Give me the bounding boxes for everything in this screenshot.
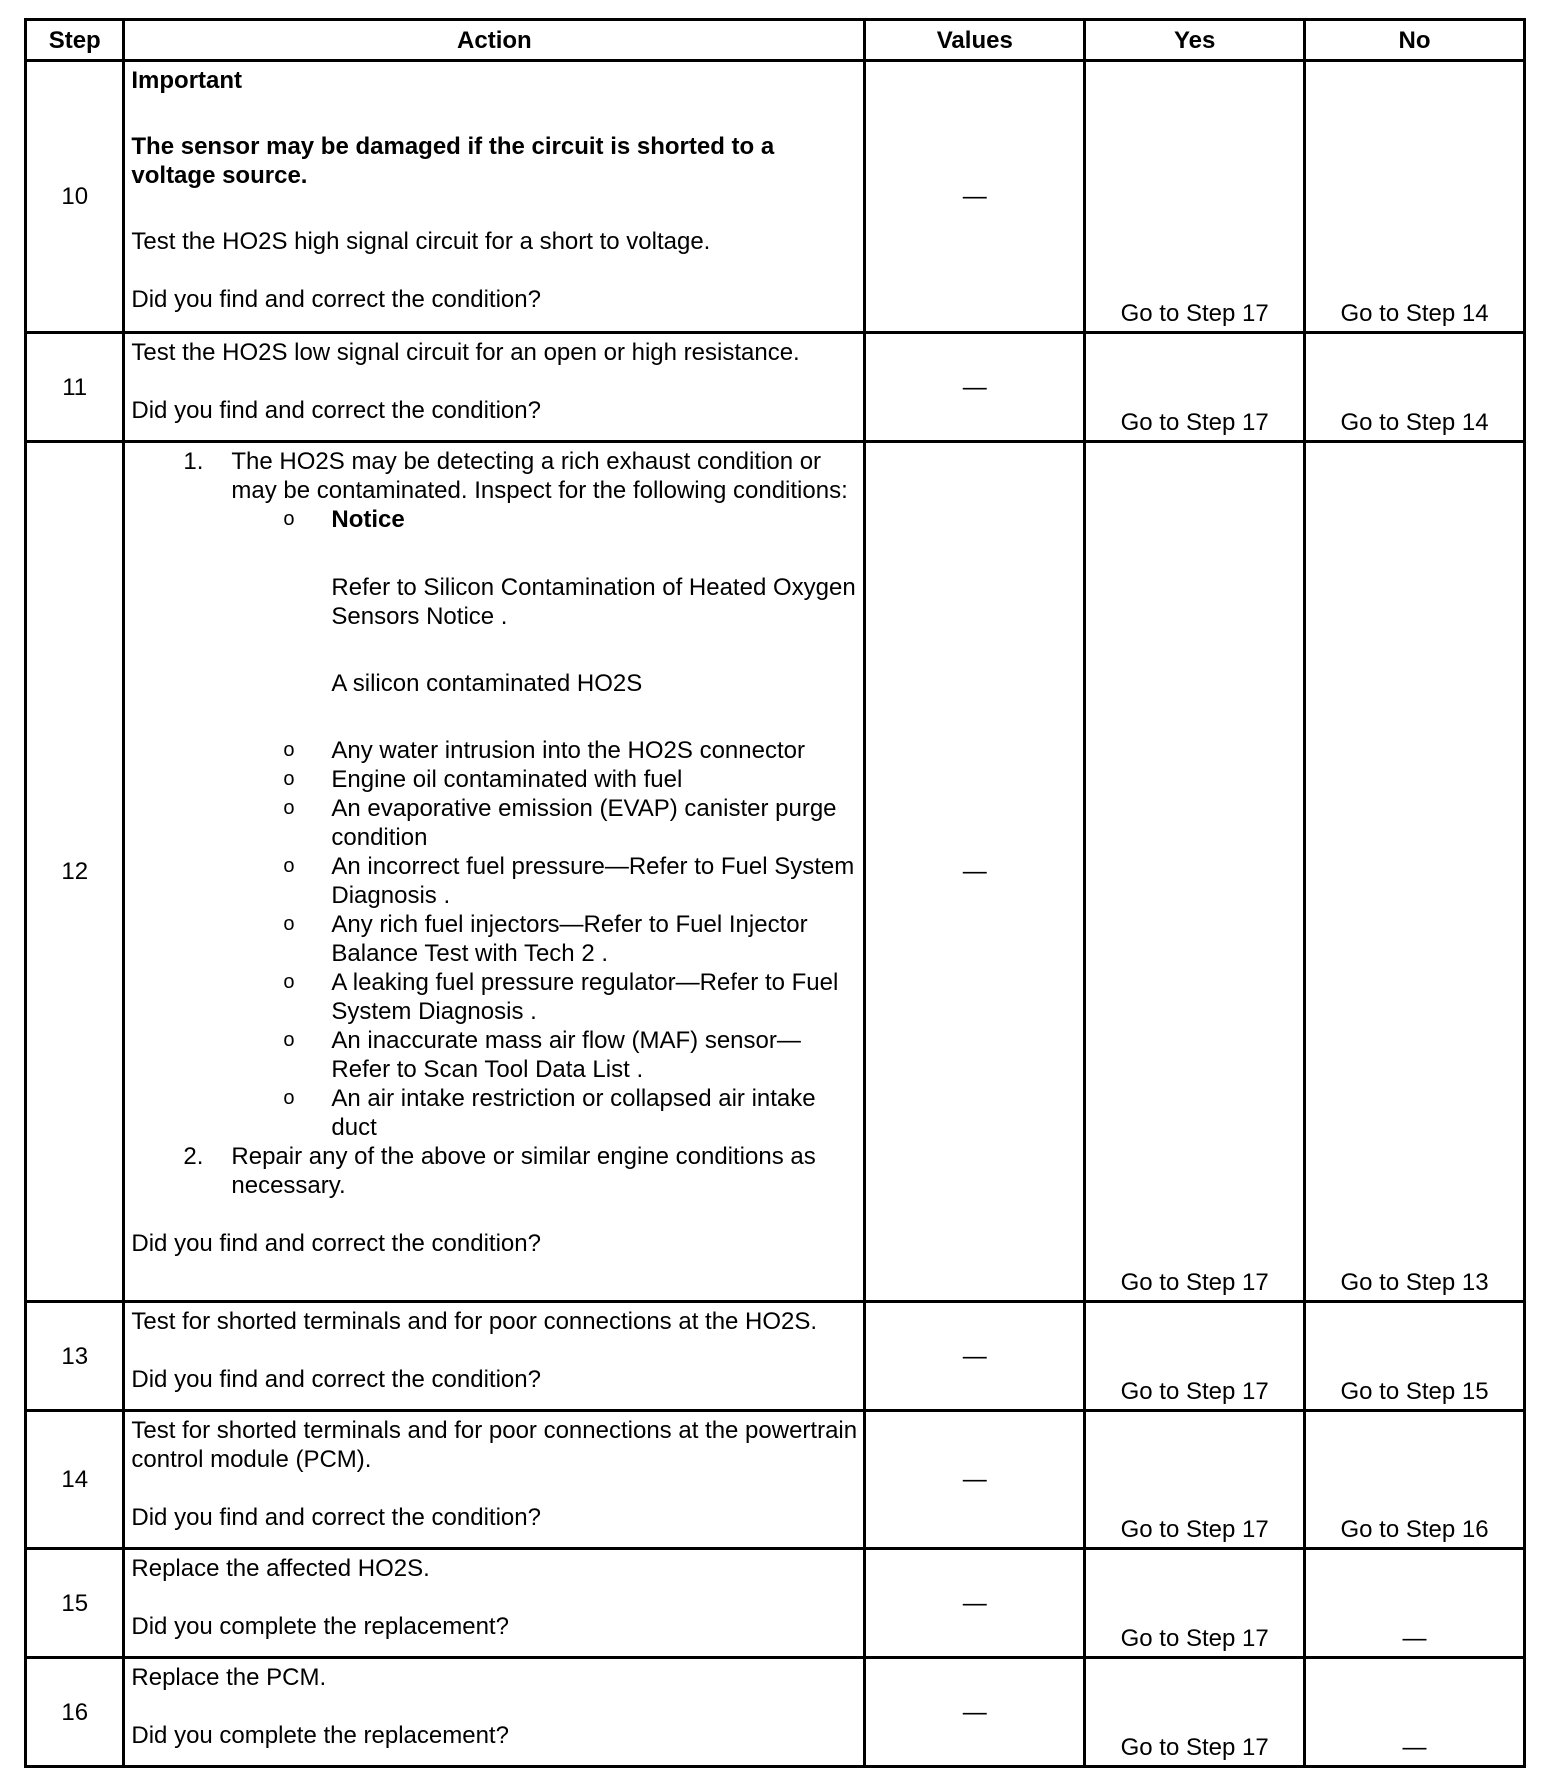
condition-text: An air intake restriction or collapsed air intake duct [331,1085,816,1141]
question-text: Did you complete the replacement? [131,1613,509,1640]
action-cell [124,1411,865,1549]
header-values: Values [865,20,1085,61]
instruction-text: Test the HO2S low signal circuit for an open or high resistance. [131,339,800,366]
table-row [26,333,1525,442]
question-text: Did you find and correct the condition? [131,1504,541,1531]
step-number: 14 [26,1411,124,1549]
values-cell: — [865,1658,1085,1767]
bullet-icon: o [283,768,295,790]
diagnostic-table [24,18,1526,1768]
step-number: 15 [26,1549,124,1658]
header-step: Step [26,20,124,61]
instruction-text: Test the HO2S high signal circuit for a short to voltage. [131,228,711,255]
condition-text: Engine oil contaminated with fuel [331,766,683,793]
condition-item [231,794,857,852]
step-number: 16 [26,1658,124,1767]
values-cell: — [865,1411,1085,1549]
condition-item [231,852,857,910]
condition-item [231,1026,857,1084]
yes-cell: Go to Step 17 [1085,1658,1305,1767]
step-number: 11 [26,333,124,442]
yes-cell: Go to Step 17 [1085,1411,1305,1549]
condition-item [231,736,857,765]
action-cell [124,333,865,442]
bullet-icon: o [283,508,295,530]
item-text: The HO2S may be detecting a rich exhaust condition or may be contaminated. Inspect for the following conditions: [231,448,848,504]
instruction-text: Test for shorted terminals and for poor connections at the HO2S. [131,1308,818,1335]
condition-text: An evaporative emission (EVAP) canister purge condition [331,795,837,851]
yes-cell: Go to Step 17 [1085,1302,1305,1411]
question-text: Did you find and correct the condition? [131,397,541,424]
instruction-text: Replace the affected HO2S. [131,1555,430,1582]
condition-item [231,765,857,794]
table-row [26,442,1525,1302]
table-row [26,1549,1525,1658]
header-no: No [1305,20,1525,61]
yes-cell: Go to Step 17 [1085,442,1305,1302]
condition-text: A leaking fuel pressure regulator—Refer to Fuel System Diagnosis . [331,969,839,1025]
question-text: Did you complete the replacement? [131,1722,509,1749]
action-cell [124,1658,865,1767]
bullet-icon: o [283,971,295,993]
warning-text: The sensor may be damaged if the circuit is shorted to a voltage source. [131,133,775,189]
values-cell: — [865,61,1085,333]
condition-text: An inaccurate mass air flow (MAF) sensor—Refer to Scan Tool Data List . [331,1027,801,1083]
bullet-icon: o [283,855,295,877]
table-row [26,61,1525,333]
values-cell: — [865,333,1085,442]
header-row [26,20,1525,61]
condition-text: Any rich fuel injectors—Refer to Fuel Injector Balance Test with Tech 2 . [331,911,808,967]
bullet-icon: o [283,739,295,761]
procedure-item [131,447,857,1142]
no-cell: — [1305,1658,1525,1767]
values-cell: — [865,442,1085,1302]
condition-item [231,910,857,968]
no-cell: Go to Step 14 [1305,61,1525,333]
notice-item [231,505,857,736]
procedure-item [131,1142,857,1200]
values-cell: — [865,1549,1085,1658]
question-text: Did you find and correct the condition? [131,286,541,313]
notice-title: Notice [331,506,405,533]
instruction-text: Test for shorted terminals and for poor connections at the powertrain control module (PCM). [131,1417,858,1473]
question-text: Did you find and correct the condition? [131,1366,541,1393]
condition-item [231,968,857,1026]
procedure-list [131,447,857,1200]
yes-cell: Go to Step 17 [1085,1549,1305,1658]
condition-list [231,505,857,1142]
header-yes: Yes [1085,20,1305,61]
header-action: Action [124,20,865,61]
condition-text: An incorrect fuel pressure—Refer to Fuel System Diagnosis . [331,853,855,909]
values-cell: — [865,1302,1085,1411]
notice-condition: A silicon contaminated HO2S [331,670,643,697]
important-label: Important [131,67,243,94]
step-number: 13 [26,1302,124,1411]
no-cell: — [1305,1549,1525,1658]
bullet-icon: o [283,797,295,819]
item-number: 1. [183,448,204,475]
action-cell [124,442,865,1302]
yes-cell: Go to Step 17 [1085,333,1305,442]
action-cell [124,1302,865,1411]
notice-text: Refer to Silicon Contamination of Heated Oxygen Sensors Notice . [331,574,856,630]
question-text: Did you find and correct the condition? [131,1230,541,1257]
step-number: 12 [26,442,124,1302]
bullet-icon: o [283,1029,295,1051]
item-number: 2. [183,1143,204,1170]
action-cell [124,61,865,333]
step-number: 10 [26,61,124,333]
bullet-icon: o [283,913,295,935]
table-row [26,1411,1525,1549]
no-cell: Go to Step 16 [1305,1411,1525,1549]
condition-item [231,1084,857,1142]
table-row [26,1302,1525,1411]
yes-cell: Go to Step 17 [1085,61,1305,333]
action-cell [124,1549,865,1658]
no-cell: Go to Step 13 [1305,442,1525,1302]
item-text: Repair any of the above or similar engine conditions as necessary. [231,1143,816,1199]
instruction-text: Replace the PCM. [131,1664,327,1691]
condition-text: Any water intrusion into the HO2S connector [331,737,805,764]
bullet-icon: o [283,1087,295,1109]
no-cell: Go to Step 14 [1305,333,1525,442]
table-row [26,1658,1525,1767]
no-cell: Go to Step 15 [1305,1302,1525,1411]
